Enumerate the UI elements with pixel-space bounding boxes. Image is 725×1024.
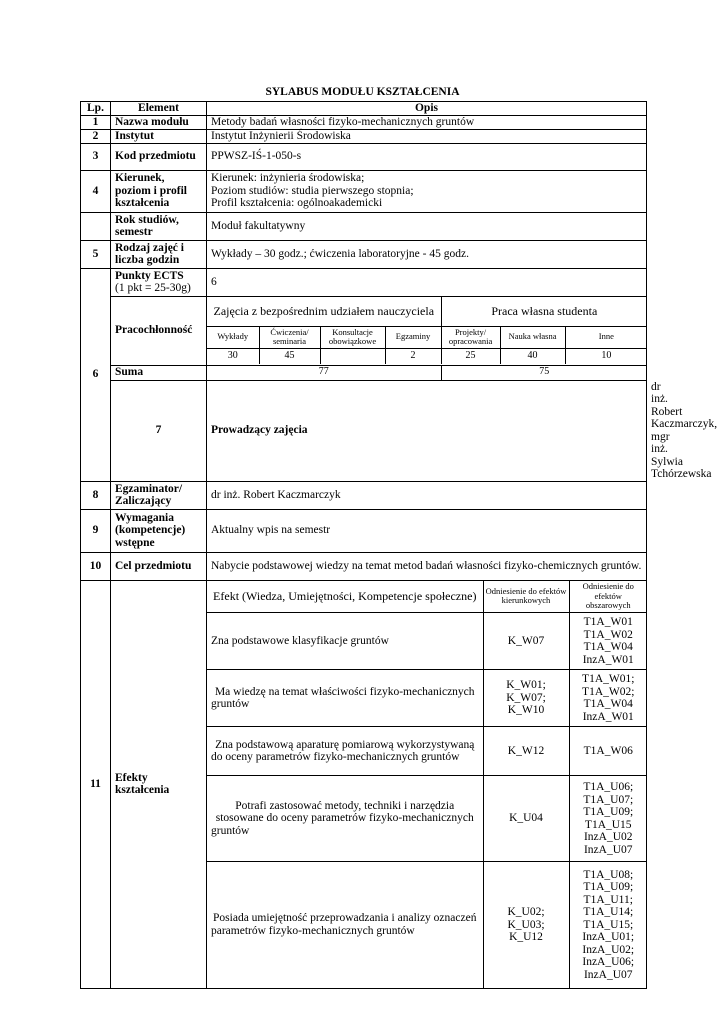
row-element: Egzaminator/ Zaliczający [111, 481, 207, 509]
kier-code: K_U04 [509, 812, 543, 825]
ects-cell [111, 268, 207, 296]
row-1 [81, 116, 647, 130]
obsz-code: T1A_U09; [583, 881, 634, 893]
obsz-code: T1A_W04 [583, 641, 633, 653]
row-opis: Nabycie podstawowej wiedzy na temat metod badań własności fizyko-chemicznych gruntów. [207, 552, 647, 580]
kier-code: K_W07 [507, 634, 545, 647]
row-opis: Moduł fakultatywny [207, 212, 647, 240]
row-3 [81, 143, 647, 170]
syllabus-table [80, 101, 718, 989]
obsz-code: T1A_U15; [583, 918, 634, 931]
ects-label: Punkty ECTS [115, 269, 184, 282]
row-element: Efekty kształcenia [111, 580, 207, 988]
obsz-code: InzA_W01 [582, 653, 634, 666]
row-opis: Wykłady – 30 godz.; ćwiczenia laboratoryjne - 45 godz. [207, 240, 647, 268]
row-element: Cel przedmiotu [111, 552, 207, 580]
effect-obsz [569, 613, 647, 670]
row-lp: 3 [81, 143, 111, 170]
row-6-workload [81, 296, 647, 365]
kier-code: K_W01; [506, 679, 546, 692]
obsz-code: T1A_W02; [582, 685, 635, 698]
opis-line: Profil kształcenia: ogólnoakademicki [211, 197, 383, 210]
effect-text: Zna podstawową aparaturę pomiarową wykorzystywaną do oceny parametrów fizyko-mechanicznych gruntów [207, 727, 483, 776]
row-opis: PPWSZ-IŚ-1-050-s [207, 143, 647, 170]
obsz-code: T1A_U08; [583, 868, 634, 881]
effects-header-obsz: Odniesienie do efektów obszarowych [569, 581, 647, 613]
row-lp: 8 [81, 481, 111, 509]
workload-value: 2 [385, 348, 441, 364]
row-element: Kierunek, poziom i profil kształcenia [111, 170, 207, 212]
row-opis [207, 170, 647, 212]
obsz-code: T1A_U09; [583, 806, 634, 818]
row-opis: Metody badań własności fizyko-mechanicznych gruntów [207, 116, 647, 130]
row-lp: 11 [81, 580, 111, 988]
workload-col-header: Nauka własna [500, 326, 565, 348]
obsz-code: T1A_U11; [583, 893, 633, 906]
effect-obsz [569, 862, 647, 988]
kier-code: K_W10 [507, 704, 545, 717]
effects-header-effect: Efekt (Wiedza, Umiejętności, Kompetencje społeczne) [207, 581, 483, 613]
effect-obsz [569, 776, 647, 862]
page-title: SYLABUS MODUŁU KSZTAŁCENIA [265, 86, 460, 98]
effect-obsz [569, 670, 647, 727]
obsz-code: T1A_W02 [583, 628, 633, 641]
row-4b [81, 212, 647, 240]
obsz-code: T1A_W04 [583, 698, 633, 710]
kier-code: K_W07; [506, 691, 546, 704]
obsz-code: InzA_U02; [582, 943, 635, 956]
workload-value: 10 [565, 348, 647, 364]
effects-header-kier: Odniesienie do efektów kierunkowych [483, 581, 569, 613]
row-lp: 1 [81, 116, 111, 130]
row-opis: Aktualny wpis na semestr [207, 509, 647, 552]
row-lp: 6 [81, 268, 111, 481]
kier-code: K_U03; [507, 918, 545, 931]
effect-obsz [569, 727, 647, 776]
effect-text: Zna podstawowe klasyfikacje gruntów [207, 613, 483, 670]
row-2 [81, 129, 647, 143]
obsz-code: T1A_W06 [583, 744, 633, 757]
workload-value: 45 [259, 348, 320, 364]
row-8 [81, 481, 647, 509]
obsz-code: T1A_W01 [583, 616, 633, 628]
sum-table [207, 366, 647, 380]
opis-line: Kierunek: inżynieria środowiska; [211, 172, 365, 185]
row-lp: 5 [81, 240, 111, 268]
header-lp: Lp. [81, 102, 111, 116]
effect-row [207, 727, 647, 776]
workload-col-header: Konsultacje obowiązkowe [320, 326, 385, 348]
row-element: Rok studiów, semestr [111, 212, 207, 240]
workload-label: Pracochłonność [111, 296, 207, 365]
row-7: 7 Prowadzący zajęcia dr inż. Robert Kaczmarczyk, mgr inż. Sylwia Tchórzewska [81, 380, 647, 481]
sum-own: 75 [441, 366, 647, 380]
kier-code: K_U12 [509, 931, 543, 943]
workload-value: 25 [441, 348, 500, 364]
header-opis: Opis [207, 102, 647, 116]
row-element: Wymagania (kompetencje) wstępne [111, 509, 207, 552]
effect-row [207, 776, 647, 862]
row-element: Instytut [111, 129, 207, 143]
group-contact: Zajęcia z bezpośrednim udziałem nauczyciela [207, 297, 441, 326]
obsz-code: InzA_U02 [583, 831, 633, 843]
obsz-code: T1A_U07; [583, 793, 634, 806]
effect-row [207, 862, 647, 988]
obsz-code: InzA_U06; [582, 956, 635, 968]
obsz-code: InzA_W01 [582, 710, 634, 723]
row-element: Rodzaj zajęć i liczba godzin [111, 240, 207, 268]
obsz-code: T1A_U14; [583, 906, 634, 918]
obsz-code: T1A_U06; [583, 781, 634, 793]
workload-col-header: Inne [565, 326, 647, 348]
row-element: Kod przedmiotu [111, 143, 207, 170]
obsz-code: T1A_U15 [584, 818, 632, 831]
workload-value [320, 348, 385, 364]
workload-col-header: Egzaminy [385, 326, 441, 348]
group-own: Praca własna studenta [441, 297, 647, 326]
workload-col-header: Ćwiczenia/ seminaria [259, 326, 320, 348]
row-lp: 4 [81, 170, 111, 212]
kier-code: K_W12 [507, 744, 545, 757]
row-lp: 7 [111, 380, 207, 481]
effect-row [207, 613, 647, 670]
row-lp: 10 [81, 552, 111, 580]
effect-kier [483, 862, 569, 988]
row-opis: Instytut Inżynierii Środowiska [207, 129, 647, 143]
workload-table [207, 297, 647, 364]
row-9 [81, 509, 647, 552]
sum-contact: 77 [207, 366, 441, 380]
ects-sub: (1 pkt = 25-30g) [115, 282, 191, 294]
row-lp: 2 [81, 129, 111, 143]
row-element: Prowadzący zajęcia [207, 380, 647, 481]
effect-kier [483, 727, 569, 776]
row-element: Nazwa modułu [111, 116, 207, 130]
header-element: Element [111, 102, 207, 116]
workload-value: 30 [207, 348, 259, 364]
row-lp: 9 [81, 509, 111, 552]
effect-kier [483, 613, 569, 670]
row-10 [81, 552, 647, 580]
obsz-code: InzA_U07 [583, 968, 633, 981]
row-6-sum [81, 365, 647, 380]
obsz-code: InzA_U07 [583, 843, 633, 856]
effect-kier [483, 670, 569, 727]
row-opis: dr inż. Robert Kaczmarczyk [207, 481, 647, 509]
workload-col-header: Wykłady [207, 326, 259, 348]
obsz-code: InzA_U01; [582, 931, 635, 943]
effect-row [207, 670, 647, 727]
effect-text: Potrafi zastosować metody, techniki i narzędzia stosowane do oceny parametrów fizyko-mechanicznych gruntów [207, 776, 483, 862]
effect-text: Posiada umiejętność przeprowadzania i analizy oznaczeń parametrów fizyko-mechanicznych gruntów [207, 862, 483, 988]
row-4 [81, 170, 647, 212]
row-5 [81, 240, 647, 268]
row-6-ects [81, 268, 647, 296]
workload-col-header: Projekty/ opracowania [441, 326, 500, 348]
kier-code: K_U02; [507, 906, 545, 918]
workload-value: 40 [500, 348, 565, 364]
row-11 [81, 580, 647, 988]
obsz-code: T1A_W01; [582, 673, 635, 685]
effects-table [207, 581, 647, 988]
effect-text: Ma wiedzę na temat właściwości fizyko-mechanicznych gruntów [207, 670, 483, 727]
sum-label: Suma [111, 365, 207, 380]
ects-value: 6 [207, 268, 647, 296]
opis-line: Poziom studiów: studia pierwszego stopnia; [211, 184, 414, 197]
effect-kier [483, 776, 569, 862]
